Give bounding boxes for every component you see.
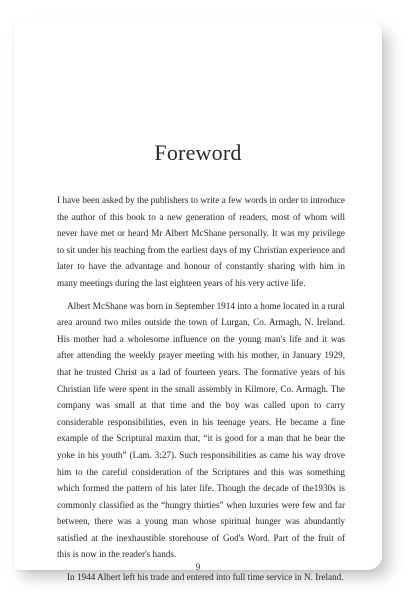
- paragraph-2: Albert McShane was born in September 1914 into a home located in a rural area around two miles outside the town of Lurgan, Co. Armagh, N. Ireland. His mother had a wholesome influence on the young man's life and it was after attending the weekly prayer meeting with his mother, in January 1929, that he trusted Christ as a lad of fourteen years. The formative years of his Christian life were spent in the small assembly in Kilmore, Co. Armagh. The company was small at that time and the boy was called upon to carry considerable responsibilities, even in his teenage years. He became a fine example of the Scriptural maxim that, “it is good for a man that he bear the yoke in his youth” (Lam. 3:27). Such responsibilities as came his way drove him to the careful consideration of the Scriptures and this was something which formed the pattern of his later life. Though the decade of the1930s is commonly classified as the “hungry thirties” when luxuries were few and far between, there was a young man whose spiritual hunger was abundantly satisfied at the inexhaustible storehouse of God's Word. Part of the fruit of this is now in the reader's hands.: [57, 300, 345, 560]
- foreword-body: [57, 192, 345, 592]
- paragraph-3: In 1944 Albert left his trade and entered into full time service in N. Ireland.: [67, 572, 344, 583]
- book-page: [14, 18, 382, 583]
- chapter-title: Foreword: [154, 140, 242, 165]
- paragraph-1: I have been asked by the publishers to write a few words in order to introduce the author of this book to a new generation of readers, most of whom will never have met or heard Mr Albert McShane personally. It was my privilege to sit under his teaching from the earliest days of my Christian experience and later to have the advantage and honour of constantly sharing with him in many meetings during the last eighteen years of his very active life.: [57, 195, 345, 288]
- page-number: 9: [195, 563, 201, 573]
